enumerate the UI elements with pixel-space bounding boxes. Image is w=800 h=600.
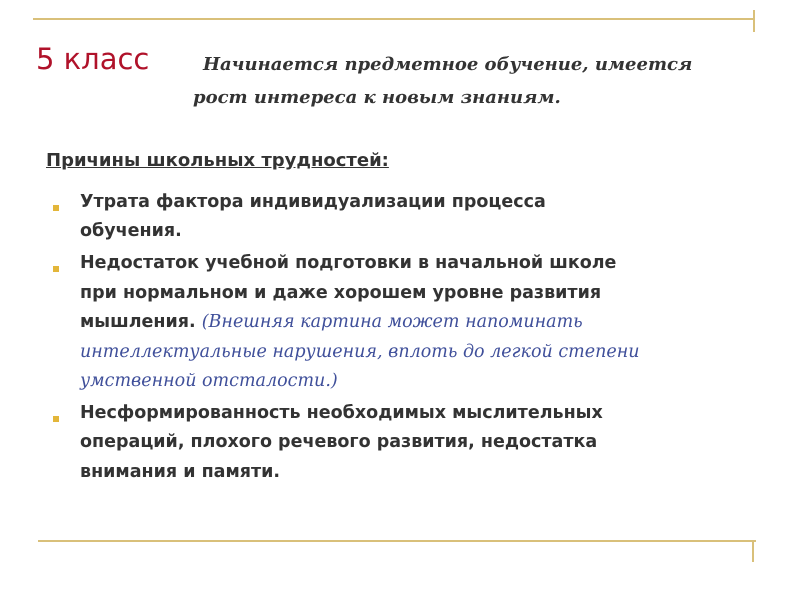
bullet-2 bbox=[53, 266, 59, 272]
item-3-line-1: Несформированность необходимых мыслительных bbox=[80, 403, 603, 423]
item-3-line-3: внимания и памяти. bbox=[80, 462, 281, 482]
item-2-lead-bold: мышления. bbox=[80, 312, 202, 332]
top-divider bbox=[33, 18, 753, 20]
intro-line-2: рост интереса к новым знаниям. bbox=[193, 87, 561, 108]
item-2-line-1: Недостаток учебной подготовки в начальной школе bbox=[80, 253, 617, 273]
item-2-line-3 bbox=[80, 312, 583, 332]
item-2-note-1: (Внешняя картина может напоминать bbox=[201, 312, 583, 332]
item-2-note-2: интеллектуальные нарушения, вплоть до легкой степени bbox=[80, 342, 640, 362]
intro-line-1: Начинается предметное обучение, имеется bbox=[203, 54, 693, 75]
item-2-note-3: умственной отсталости.) bbox=[80, 371, 338, 391]
top-corner-tick bbox=[753, 10, 755, 32]
item-1-line-1: Утрата фактора индивидуализации процесса bbox=[80, 192, 546, 212]
bottom-corner-tick bbox=[752, 540, 754, 562]
bullet-3 bbox=[53, 416, 59, 422]
item-3-line-2: операций, плохого речевого развития, недостатка bbox=[80, 432, 598, 452]
bullet-1 bbox=[53, 205, 59, 211]
slide-title: 5 класс bbox=[36, 42, 150, 76]
section-heading: Причины школьных трудностей: bbox=[46, 150, 389, 171]
item-2-line-2: при нормальном и даже хорошем уровне развития bbox=[80, 283, 602, 303]
bottom-divider bbox=[38, 540, 756, 542]
item-1-line-2: обучения. bbox=[80, 221, 182, 241]
